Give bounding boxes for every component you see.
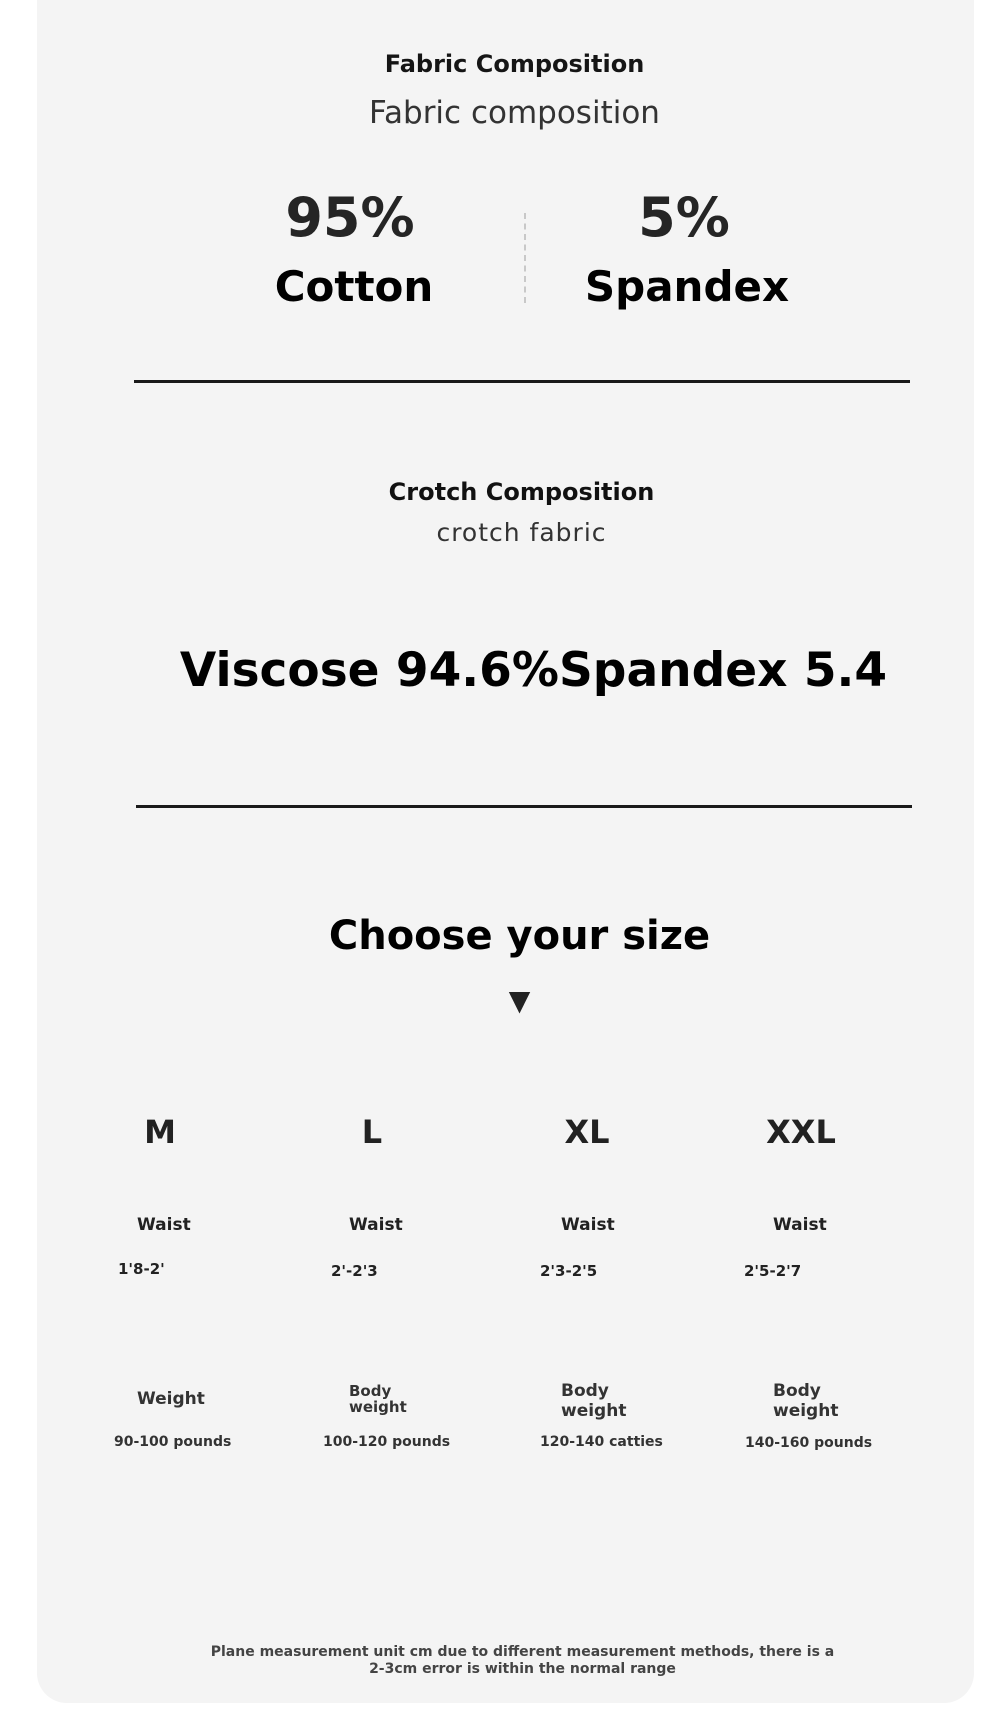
measurement-note-line-1: Plane measurement unit cm due to different measurement methods, there is a (210, 1644, 835, 1660)
waist-value-xl: 2'3-2'5 (540, 1262, 598, 1280)
down-arrow-icon: ▼ (508, 984, 531, 1017)
waist-label-xl: Waist (561, 1215, 615, 1235)
weight-value-xxl: 140-160 pounds (745, 1435, 873, 1451)
weight-value-m: 90-100 pounds (114, 1434, 232, 1450)
fabric-composition-title: Fabric Composition (384, 50, 645, 78)
section-divider-1 (134, 380, 910, 383)
measurement-note (37, 1644, 974, 1678)
crotch-composition-value: Viscose 94.6%Spandex 5.4 (179, 643, 888, 698)
crotch-composition-subtitle: crotch fabric (436, 518, 607, 547)
composition-divider (524, 213, 526, 303)
waist-label-l: Waist (349, 1215, 403, 1235)
waist-label-xxl: Waist (773, 1215, 827, 1235)
weight-label-xxl: Body weight (773, 1381, 839, 1421)
spandex-percent: 5% (638, 186, 730, 249)
waist-label-m: Waist (137, 1215, 191, 1235)
weight-value-xl: 120-140 catties (540, 1434, 663, 1450)
size-label-xxl: XXL (766, 1113, 836, 1151)
waist-value-xxl: 2'5-2'7 (744, 1262, 802, 1280)
cotton-percent: 95% (285, 186, 415, 249)
size-label-xl: XL (564, 1113, 610, 1151)
choose-size-title: Choose your size (328, 913, 711, 959)
cotton-label: Cotton (274, 262, 434, 311)
product-info-card (37, 0, 974, 1703)
crotch-composition-title: Crotch Composition (388, 478, 655, 506)
size-label-l: L (361, 1113, 383, 1151)
weight-label-m: Weight (137, 1389, 205, 1409)
section-divider-2 (136, 805, 912, 808)
weight-label-l: Body weight (349, 1382, 407, 1416)
weight-label-xl: Body weight (561, 1381, 627, 1421)
weight-value-l: 100-120 pounds (323, 1434, 451, 1450)
fabric-composition-subtitle: Fabric composition (369, 95, 660, 131)
measurement-note-line-2: 2-3cm error is within the normal range (369, 1661, 676, 1677)
size-label-m: M (144, 1113, 176, 1151)
waist-value-l: 2'-2'3 (331, 1262, 378, 1280)
waist-value-m: 1'8-2' (118, 1260, 165, 1278)
spandex-label: Spandex (584, 262, 790, 311)
